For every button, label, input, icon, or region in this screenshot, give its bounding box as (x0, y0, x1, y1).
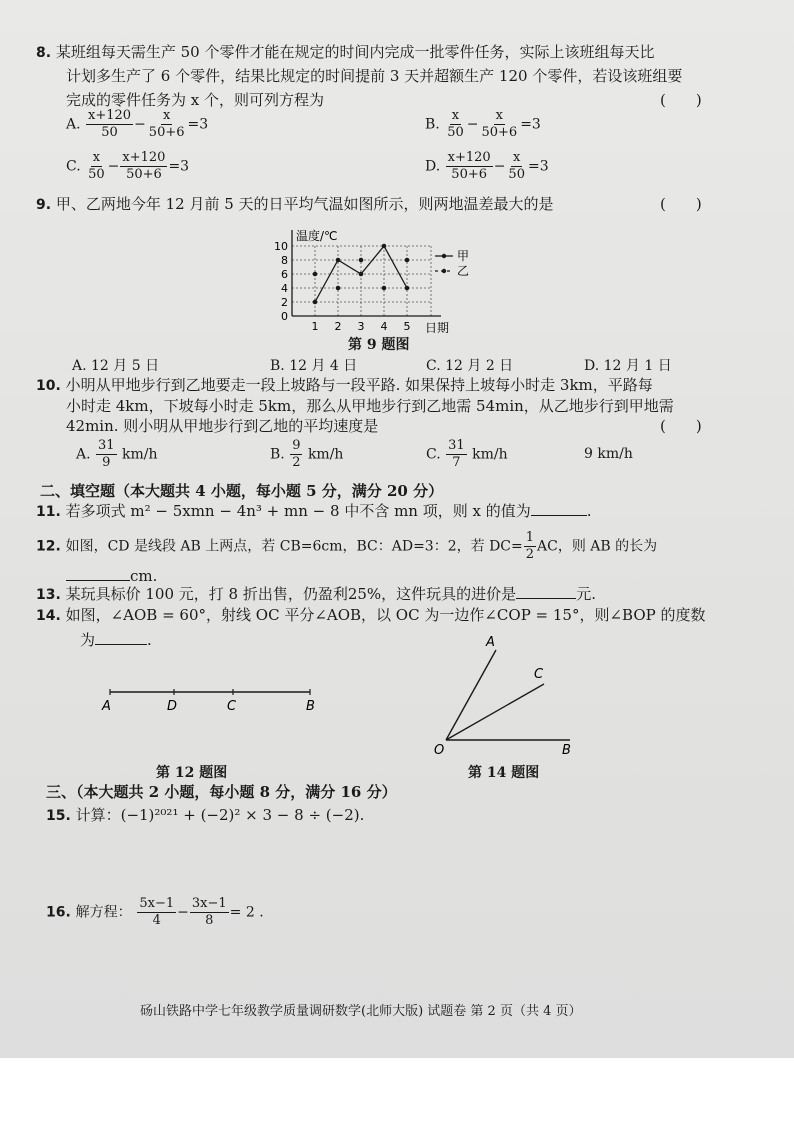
label-c: C (227, 699, 237, 714)
q13-number: 13. (36, 587, 61, 603)
q14-text-1: 如图，∠AOB = 60°，射线 OC 平分∠AOB，以 OC 为一边作∠COP = 15°，则∠BOP 的度数 (65, 606, 706, 624)
figure-14-caption: 第 14 题图 (468, 765, 540, 781)
ray-oc (446, 684, 544, 740)
point-jia (313, 300, 318, 305)
q9-option-a: A. 12 月 5 日 (72, 358, 160, 374)
q12-number: 12. (36, 538, 61, 555)
point-yi (336, 286, 341, 291)
figure-12-caption: 第 12 题图 (156, 765, 228, 781)
legend-label: 甲 (457, 249, 470, 263)
q16-number: 16. (46, 904, 71, 921)
q14-line2: 为 . (80, 631, 152, 649)
q8-answer-paren: ( ) (660, 91, 702, 109)
label-b: B (306, 699, 315, 714)
y-axis-label: 温度/℃ (296, 229, 338, 243)
q8-option-d: D. $\frac{x+120}{50+6}$ − $\frac{x}{50}$ =3 (425, 150, 549, 182)
label-a: A (486, 635, 495, 650)
x-tick-label: 2 (334, 320, 342, 333)
q10-number: 10. (36, 378, 61, 394)
q13-line: 13. 某玩具标价 100 元，打 8 折出售，仍盈利25%，这件玩具的进价是 元. (36, 585, 596, 603)
q15-text: 计算：(−1)²⁰²¹ + (−2)² × 3 − 8 ÷ (−2). (75, 806, 365, 824)
label-a: A (102, 699, 111, 714)
y-tick-label: 8 (281, 254, 288, 267)
point-jia (405, 286, 410, 291)
q13-text: 某玩具标价 100 元，打 8 折出售，仍盈利25%，这件玩具的进价是 (65, 585, 517, 603)
legend-label: 乙 (457, 264, 470, 278)
q12-text-2: AC，则 AB 的长为 (537, 538, 658, 555)
q10-text-1: 小明从甲地步行到乙地要走一段上坡路与一段平路. 如果保持上坡每小时走 3km，平路每 (65, 376, 653, 394)
q8-text-1: 某班组每天需生产 50 个零件才能在规定的时间内完成一批零件任务，实际上该班组每天比 (55, 43, 655, 61)
x-tick-label: 5 (403, 320, 411, 333)
q9-text: 甲、乙两地今年 12 月前 5 天的日平均气温如图所示，则两地温差最大的是 (55, 195, 554, 213)
q16-line: 16. 解方程： $\frac{5x-1}{4}$ − $\frac{3x-1}{8}$ = 2 . (46, 896, 264, 928)
q10-option-c: C. $\frac{31}{7}$ km/h (426, 438, 508, 470)
q14-number: 14. (36, 608, 61, 624)
q12-answer-blank[interactable] (66, 580, 130, 581)
point-yi (382, 286, 387, 291)
q9-answer-paren: ( ) (660, 195, 702, 213)
q9-option-d: D. 12 月 1 日 (584, 358, 672, 374)
label-c: C (534, 667, 544, 682)
q10-line1 (36, 375, 653, 396)
q8-line3: 完成的零件任务为 x 个，则可列方程为 (66, 91, 324, 109)
q9-number: 9. (36, 197, 52, 213)
temperature-line-chart (270, 212, 480, 336)
q8-number: 8. (36, 45, 52, 61)
q8-line1 (36, 42, 654, 63)
y-tick-label: 6 (281, 268, 288, 281)
page-footer: 砀山铁路中学七年级教学质量调研数学(北师大版) 试题卷 第 2 页（共 4 页） (140, 1004, 582, 1019)
q15-line (46, 805, 364, 826)
point-yi (313, 272, 318, 277)
q15-number: 15. (46, 808, 71, 824)
x-tick-label: 4 (380, 320, 388, 333)
figure-12-segment (98, 680, 328, 716)
q12-line1: 12. 如图，CD 是线段 AB 上两点，若 CB=6cm，BC：AD=3：2，若 DC= $\frac{1}{2}$ AC，则 AB 的长为 (36, 530, 658, 562)
q10-answer-paren: ( ) (660, 417, 702, 435)
label-o: O (434, 743, 445, 758)
x-tick-label: 3 (357, 320, 365, 333)
q14-answer-blank[interactable] (95, 644, 147, 645)
q10-option-b: B. $\frac{9}{2}$ km/h (270, 438, 344, 470)
point-yi (359, 258, 364, 263)
label-b: B (562, 743, 571, 758)
q11-line: 11. 若多项式 m² − 5xmn − 4n³ + mn − 8 中不含 mn 项，则 x 的值为 . (36, 502, 592, 520)
q13-answer-blank[interactable] (516, 598, 576, 599)
q10-option-a: A. $\frac{31}{9}$ km/h (76, 438, 158, 470)
point-jia (359, 272, 364, 277)
figure-14-angle (430, 630, 590, 760)
q10-option-d: 9 km/h (584, 446, 633, 462)
q8-option-b: B. $\frac{x}{50}$ − $\frac{x}{50+6}$ =3 (425, 108, 541, 140)
point-yi (405, 258, 410, 263)
q12-line2: cm. (66, 566, 157, 586)
q11-answer-blank[interactable] (531, 515, 587, 516)
q16-text: 解方程： (75, 904, 132, 921)
section-3-heading: 三、（本大题共 2 小题，每小题 8 分，满分 16 分） (46, 783, 397, 801)
point-jia (382, 244, 387, 249)
legend-marker (442, 254, 446, 258)
q8-option-a: A. $\frac{x+120}{50}$ − $\frac{x}{50+6}$ =3 (66, 108, 209, 140)
section-2-heading: 二、填空题（本大题共 4 小题，每小题 5 分，满分 20 分） (40, 482, 444, 500)
q10-line3: 42min. 则小明从甲地步行到乙地的平均速度是 (66, 417, 379, 435)
q12-text-1: 如图，CD 是线段 AB 上两点，若 CB=6cm，BC：AD=3：2，若 DC= (65, 538, 523, 555)
q8-option-c: C. $\frac{x}{50}$ − $\frac{x+120}{50+6}$ =3 (66, 150, 190, 182)
q11-number: 11. (36, 504, 61, 520)
y-tick-label: 4 (281, 282, 288, 295)
q10-line2: 小时走 4km，下坡每小时走 5km，那么从甲地步行到乙地需 54min，从乙地步行到甲地需 (66, 397, 674, 415)
legend-marker (442, 269, 446, 273)
label-d: D (167, 699, 178, 714)
x-tick-label: 1 (311, 320, 319, 333)
q9-option-b: B. 12 月 4 日 (270, 358, 358, 374)
x-axis-label: 日期 (425, 321, 450, 335)
y-tick-label: 2 (281, 296, 288, 309)
point-jia (336, 258, 341, 263)
q14-line1 (36, 605, 706, 626)
q9-option-c: C. 12 月 2 日 (426, 358, 514, 374)
y-tick-label: 0 (281, 310, 288, 323)
q11-text: 若多项式 m² − 5xmn − 4n³ + mn − 8 中不含 mn 项，则 x 的值为 (65, 502, 531, 520)
q8-line2: 计划多生产了 6 个零件，结果比规定的时间提前 3 天并超额生产 120 个零件，若设该班组要 (66, 67, 683, 85)
q9-figure-caption: 第 9 题图 (348, 337, 410, 353)
y-tick-label: 10 (274, 240, 288, 253)
